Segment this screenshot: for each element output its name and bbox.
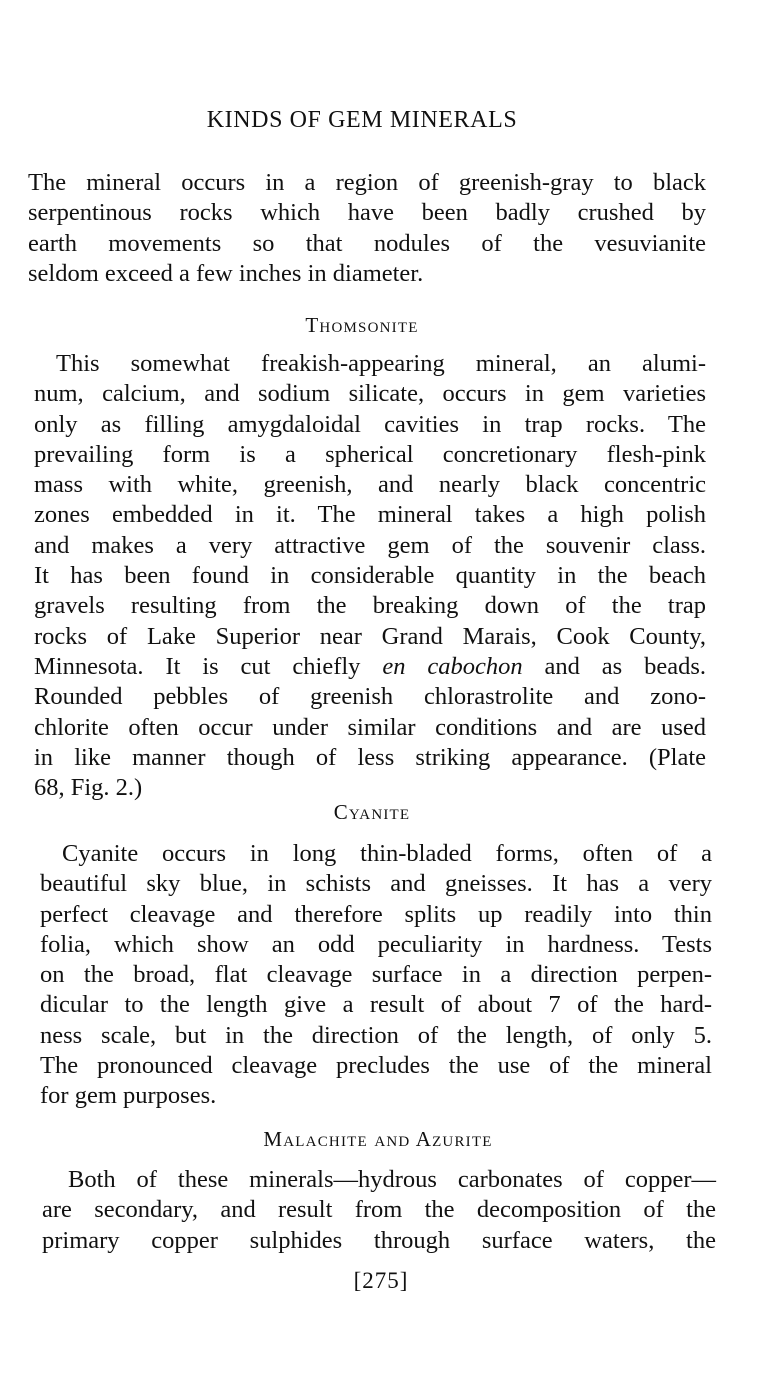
cyanite-paragraph (40, 839, 712, 1112)
text-line: rocks of Lake Superior near Grand Marais, Cook County, (34, 622, 706, 650)
text-line: prevailing form is a spherical concretionary flesh-pink (34, 440, 706, 468)
text-line: are secondary, and result from the decomposition of the (42, 1196, 716, 1224)
text-line: primary copper sulphides through surface waters, the (42, 1226, 716, 1254)
text-line: seldom exceed a few inches in diameter. (28, 259, 424, 287)
text-line: This somewhat freakish-appearing mineral, an alumi- (56, 350, 706, 377)
section-heading-thomsonite: Thomsonite (305, 313, 419, 337)
malachite-paragraph (42, 1165, 716, 1256)
text-line: and makes a very attractive gem of the souvenir class. (34, 531, 706, 559)
section-heading-cyanite: Cyanite (333, 800, 411, 824)
text-line: The mineral occurs in a region of greenish-gray to black (28, 169, 706, 196)
text-segment: Minnesota. It is cut chiefly (34, 652, 361, 680)
text-line: Both of these minerals—hydrous carbonates of copper— (68, 1166, 716, 1193)
text-line: mass with white, greenish, and nearly black concentric (34, 471, 706, 499)
text-line: earth movements so that nodules of the vesuvianite (28, 229, 706, 257)
italic-phrase: en cabochon (382, 652, 523, 680)
text-line: It has been found in considerable quantity in the beach (34, 562, 706, 590)
text-line: in like manner though of less striking appearance. (Plate (34, 743, 706, 771)
text-segment: and as beads. (544, 652, 707, 680)
text-line: Rounded pebbles of greenish chlorastrolite and zono- (34, 683, 706, 711)
text-line: serpentinous rocks which have been badly crushed by (28, 199, 706, 227)
text-line: The pronounced cleavage precludes the use of the mineral (40, 1052, 712, 1080)
text-line: only as filling amygdaloidal cavities in trap rocks. The (34, 410, 706, 438)
intro-paragraph (28, 168, 706, 289)
text-line: num, calcium, and sodium silicate, occurs in gem varieties (34, 380, 706, 408)
text-line: gravels resulting from the breaking down of the trap (34, 592, 706, 620)
text-line: Cyanite occurs in long thin-bladed forms, often of a (62, 840, 712, 867)
text-line: on the broad, flat cleavage surface in a direction perpen- (40, 961, 712, 989)
text-line: dicular to the length give a result of about 7 of the hard- (40, 991, 712, 1019)
section-heading-malachite-azurite: Malachite and Azurite (263, 1127, 493, 1151)
text-line: ness scale, but in the direction of the length, of only 5. (40, 1021, 712, 1049)
running-head: KINDS OF GEM MINERALS (206, 107, 518, 133)
text-line: zones embedded in it. The mineral takes a high polish (34, 501, 706, 529)
page-number: [275] (353, 1268, 409, 1293)
text-line: 68, Fig. 2.) (34, 774, 143, 802)
text-line: beautiful sky blue, in schists and gneisses. It has a very (40, 870, 712, 898)
text-line: for gem purposes. (40, 1082, 217, 1110)
text-line-with-italic (34, 652, 706, 682)
text-line: chlorite often occur under similar conditions and are used (34, 713, 706, 741)
thomsonite-paragraph (34, 349, 706, 803)
text-line: folia, which show an odd peculiarity in hardness. Tests (40, 930, 712, 958)
text-line: perfect cleavage and therefore splits up readily into thin (40, 900, 712, 928)
